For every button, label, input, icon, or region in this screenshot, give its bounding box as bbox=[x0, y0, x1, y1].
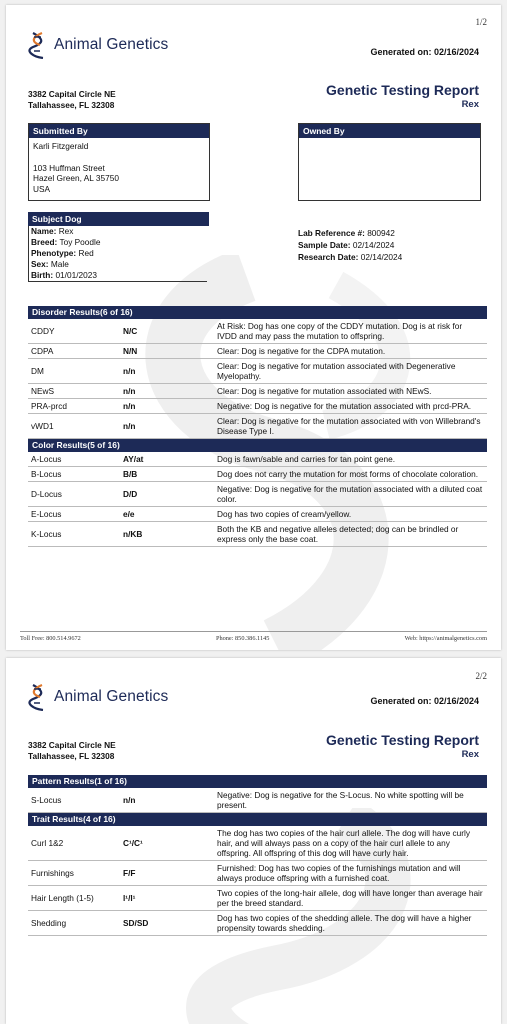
pattern-results-header: Pattern Results(1 of 16) bbox=[28, 775, 487, 788]
pattern-result-row bbox=[28, 788, 487, 813]
dog-birth-row bbox=[31, 270, 207, 281]
sample-date: 02/14/2024 bbox=[352, 240, 395, 250]
test-result: n/KB bbox=[120, 522, 214, 547]
color-result-row bbox=[28, 467, 487, 482]
report-page-2 bbox=[6, 658, 501, 1024]
disorder-results-table bbox=[28, 319, 487, 439]
color-result-row bbox=[28, 452, 487, 467]
report-subtitle: Rex bbox=[461, 749, 479, 760]
dog-sex: Male bbox=[50, 259, 69, 269]
dog-breed-row bbox=[31, 237, 207, 248]
test-name: vWD1 bbox=[28, 414, 120, 439]
submitter-city: Hazel Green, AL 35750 bbox=[33, 173, 119, 183]
subject-dog-details bbox=[28, 226, 207, 282]
trait-result-row bbox=[28, 861, 487, 886]
test-name: DM bbox=[28, 359, 120, 384]
company-logo bbox=[28, 683, 168, 711]
test-result: C¹/C¹ bbox=[120, 826, 214, 861]
test-result: B/B bbox=[120, 467, 214, 482]
test-result: n/n bbox=[120, 788, 214, 813]
report-title-block bbox=[326, 732, 479, 761]
test-description: Both the KB and negative alleles detected; dog can be brindled or express only the base coat. bbox=[214, 522, 487, 547]
test-name: Hair Length (1-5) bbox=[28, 886, 120, 911]
lab-ref-row bbox=[298, 227, 402, 239]
logo-text: Animal Genetics bbox=[54, 688, 169, 705]
test-description: Dog is fawn/sable and carries for tan point gene. bbox=[214, 452, 487, 467]
address-line-2: Tallahassee, FL 32308 bbox=[28, 751, 115, 761]
page-footer bbox=[20, 631, 487, 642]
color-result-row bbox=[28, 522, 487, 547]
test-name: NEwS bbox=[28, 384, 120, 399]
results-section-page-1 bbox=[28, 306, 487, 547]
test-name: Furnishings bbox=[28, 861, 120, 886]
test-result: AY/at bbox=[120, 452, 214, 467]
dog-birth: 01/01/2023 bbox=[55, 270, 97, 280]
test-result: n/n bbox=[120, 399, 214, 414]
trait-result-row bbox=[28, 886, 487, 911]
pattern-results-table bbox=[28, 788, 487, 813]
lab-address bbox=[28, 740, 116, 762]
test-result: D/D bbox=[120, 482, 214, 507]
phone-number: Phone: 850.386.1145 bbox=[215, 635, 270, 642]
trait-result-row bbox=[28, 826, 487, 861]
research-date-row bbox=[298, 251, 402, 263]
disorder-result-row bbox=[28, 319, 487, 344]
test-description: Dog does not carry the mutation for most forms of chocolate coloration. bbox=[214, 467, 487, 482]
test-name: B-Locus bbox=[28, 467, 120, 482]
generated-date: Generated on: 02/16/2024 bbox=[370, 696, 479, 706]
subject-right-col bbox=[298, 227, 402, 263]
research-date-label: Research Date: bbox=[298, 252, 359, 262]
submitter-country: USA bbox=[33, 183, 51, 194]
dog-phenotype: Red bbox=[78, 248, 94, 258]
test-description: Negative: Dog is negative for the mutation associated with prcd-PRA. bbox=[214, 399, 487, 414]
test-description: The dog has two copies of the hair curl allele. The dog will have curly hair, and will always pass on a copy of the hair curl allele to any offspring. All offspring of this dog will have curly hair. bbox=[214, 826, 487, 861]
dog-phenotype-row bbox=[31, 248, 207, 259]
research-date: 02/14/2024 bbox=[360, 252, 403, 262]
trait-result-row bbox=[28, 911, 487, 936]
test-result: n/n bbox=[120, 414, 214, 439]
sample-date-label: Sample Date: bbox=[298, 240, 351, 250]
test-name: CDDY bbox=[28, 319, 120, 344]
test-description: Negative: Dog is negative for the S-Locus. No white spotting will be present. bbox=[214, 788, 487, 813]
report-title: Genetic Testing Report bbox=[326, 732, 479, 748]
dog-sex-label: Sex: bbox=[31, 259, 49, 269]
report-title: Genetic Testing Report bbox=[326, 82, 479, 98]
trait-results-table bbox=[28, 826, 487, 936]
test-name: CDPA bbox=[28, 344, 120, 359]
test-name: PRA-prcd bbox=[28, 399, 120, 414]
disorder-results-header: Disorder Results(6 of 16) bbox=[28, 306, 487, 319]
test-result: SD/SD bbox=[120, 911, 214, 936]
disorder-result-row bbox=[28, 414, 487, 439]
test-description: Clear: Dog is negative for mutation associated with Degenerative Myelopathy. bbox=[214, 359, 487, 384]
test-description: Clear: Dog is negative for the mutation associated with von Willebrand's Disease Type I. bbox=[214, 414, 487, 439]
disorder-result-row bbox=[28, 399, 487, 414]
disorder-result-row bbox=[28, 359, 487, 384]
test-description: At Risk: Dog has one copy of the CDDY mutation. Dog is at risk for IVDD and may pass the mutation to offspring. bbox=[214, 319, 487, 344]
test-name: K-Locus bbox=[28, 522, 120, 547]
lab-address bbox=[28, 89, 116, 111]
page-number: 1/2 bbox=[475, 17, 487, 27]
disorder-result-row bbox=[28, 384, 487, 399]
dog-name-row bbox=[31, 226, 207, 237]
owned-by-header: Owned By bbox=[299, 124, 480, 138]
owned-by-box bbox=[298, 123, 481, 201]
address-line-2: Tallahassee, FL 32308 bbox=[28, 100, 115, 110]
address-line-1: 3382 Capital Circle NE bbox=[28, 740, 116, 750]
subject-left-col bbox=[29, 226, 207, 281]
submitter-street: 103 Huffman Street bbox=[33, 162, 105, 173]
sample-date-row bbox=[298, 239, 402, 251]
dog-sex-row bbox=[31, 259, 207, 270]
dog-breed: Toy Poodle bbox=[59, 237, 101, 247]
color-results-table bbox=[28, 452, 487, 547]
generated-date: Generated on: 02/16/2024 bbox=[370, 47, 479, 57]
color-result-row bbox=[28, 507, 487, 522]
test-result: N/C bbox=[120, 319, 214, 344]
report-subtitle: Rex bbox=[461, 99, 479, 110]
submitter-name: Karli Fitzgerald bbox=[33, 141, 89, 151]
lab-ref-label: Lab Reference #: bbox=[298, 228, 365, 238]
website-url: Web: https://animalgenetics.com bbox=[404, 635, 487, 642]
logo-text: Animal Genetics bbox=[54, 36, 169, 53]
page-number: 2/2 bbox=[475, 671, 487, 681]
submitted-by-header: Submitted By bbox=[29, 124, 209, 138]
submitted-by-body bbox=[29, 138, 209, 197]
dog-name-label: Name: bbox=[31, 226, 57, 236]
report-title-block bbox=[326, 82, 479, 111]
test-result: n/n bbox=[120, 384, 214, 399]
test-name: Shedding bbox=[28, 911, 120, 936]
test-description: Two copies of the long-hair allele, dog will have longer than average hair per the breed standard. bbox=[214, 886, 487, 911]
dog-name: Rex bbox=[58, 226, 74, 236]
test-result: n/n bbox=[120, 359, 214, 384]
test-result: F/F bbox=[120, 861, 214, 886]
subject-dog-section bbox=[28, 212, 487, 282]
dog-birth-label: Birth: bbox=[31, 270, 54, 280]
test-result: l¹/l¹ bbox=[120, 886, 214, 911]
test-description: Clear: Dog is negative for mutation associated with NEwS. bbox=[214, 384, 487, 399]
test-name: E-Locus bbox=[28, 507, 120, 522]
address-line-1: 3382 Capital Circle NE bbox=[28, 89, 116, 99]
test-result: e/e bbox=[120, 507, 214, 522]
company-logo bbox=[28, 31, 168, 59]
test-description: Furnished: Dog has two copies of the furnishings mutation and will always produce offspring with a furnished coat. bbox=[214, 861, 487, 886]
test-result: N/N bbox=[120, 344, 214, 359]
test-description: Negative: Dog is negative for the mutation associated with a diluted coat color. bbox=[214, 482, 487, 507]
test-name: D-Locus bbox=[28, 482, 120, 507]
submitted-by-box bbox=[28, 123, 210, 201]
dog-phenotype-label: Phenotype: bbox=[31, 248, 77, 258]
dog-breed-label: Breed: bbox=[31, 237, 58, 247]
lab-ref: 800942 bbox=[367, 228, 395, 238]
results-section-page-2 bbox=[28, 775, 487, 936]
test-description: Dog has two copies of the shedding allele. The dog will have a higher propensity towards shedding. bbox=[214, 911, 487, 936]
trait-results-header: Trait Results(4 of 16) bbox=[28, 813, 487, 826]
dna-logo-icon bbox=[28, 31, 48, 59]
color-result-row bbox=[28, 482, 487, 507]
disorder-result-row bbox=[28, 344, 487, 359]
subject-dog-header: Subject Dog bbox=[28, 212, 209, 226]
test-name: S-Locus bbox=[28, 788, 120, 813]
test-name: A-Locus bbox=[28, 452, 120, 467]
report-page-1 bbox=[6, 5, 501, 650]
dna-logo-icon bbox=[28, 683, 48, 711]
color-results-header: Color Results(5 of 16) bbox=[28, 439, 487, 452]
test-name: Curl 1&2 bbox=[28, 826, 120, 861]
test-description: Dog has two copies of cream/yellow. bbox=[214, 507, 487, 522]
test-description: Clear: Dog is negative for the CDPA mutation. bbox=[214, 344, 487, 359]
toll-free-number: Toll Free: 800.514.9672 bbox=[20, 635, 81, 642]
